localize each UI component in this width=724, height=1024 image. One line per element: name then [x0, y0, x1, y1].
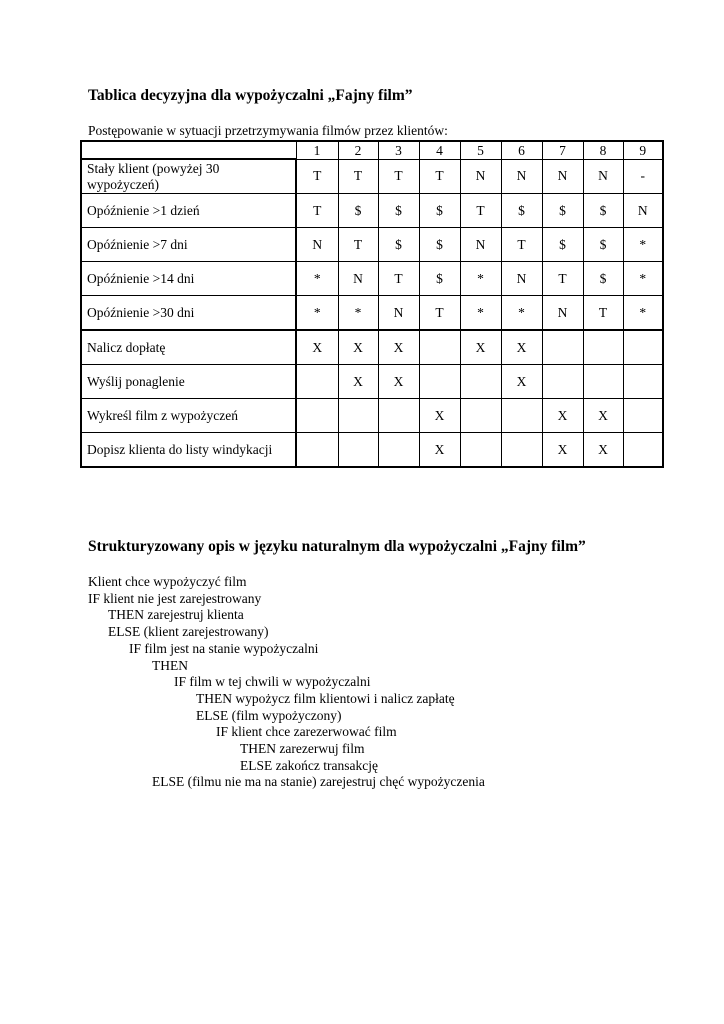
action-mark-cell	[542, 365, 583, 399]
condition-value-cell: N	[623, 194, 663, 228]
action-mark-cell	[623, 433, 663, 468]
description-line: IF film jest na stanie wypożyczalni	[129, 640, 319, 656]
rule-number-cell: 1	[296, 141, 338, 159]
condition-value-cell: $	[378, 194, 419, 228]
action-mark-cell	[460, 399, 501, 433]
action-mark-cell	[623, 330, 663, 365]
condition-value-cell: T	[419, 296, 460, 331]
condition-value-cell: T	[338, 228, 378, 262]
action-mark-cell	[419, 365, 460, 399]
action-row	[81, 365, 663, 399]
description-line: THEN	[152, 657, 188, 673]
rule-number-cell: 6	[501, 141, 542, 159]
action-row	[81, 330, 663, 365]
action-mark-cell: X	[378, 365, 419, 399]
action-mark-cell	[338, 433, 378, 468]
condition-value-cell: $	[419, 262, 460, 296]
action-row	[81, 399, 663, 433]
condition-value-cell: T	[419, 159, 460, 194]
condition-value-cell: N	[378, 296, 419, 331]
condition-value-cell: $	[542, 194, 583, 228]
condition-value-cell: $	[501, 194, 542, 228]
action-mark-cell: X	[501, 330, 542, 365]
action-mark-cell	[501, 399, 542, 433]
condition-value-cell: N	[501, 159, 542, 194]
condition-value-cell: *	[623, 296, 663, 331]
action-mark-cell: X	[542, 433, 583, 468]
condition-value-cell: T	[378, 159, 419, 194]
condition-value-cell: *	[501, 296, 542, 331]
condition-value-cell: T	[501, 228, 542, 262]
condition-value-cell: N	[542, 296, 583, 331]
decision-table-title: Tablica decyzyjna dla wypożyczalni „Fajny film”	[88, 87, 413, 104]
action-mark-cell	[378, 399, 419, 433]
condition-label: Opóźnienie >7 dni	[81, 228, 296, 262]
action-mark-cell: X	[460, 330, 501, 365]
header-blank-cell	[81, 141, 296, 159]
condition-label: Opóźnienie >30 dni	[81, 296, 296, 331]
condition-row	[81, 262, 663, 296]
condition-value-cell: *	[296, 296, 338, 331]
action-mark-cell	[296, 365, 338, 399]
decision-table-intro: Postępowanie w sytuacji przetrzymywania filmów przez klientów:	[88, 123, 448, 138]
decision-table	[80, 140, 664, 468]
condition-value-cell: *	[296, 262, 338, 296]
condition-row	[81, 296, 663, 331]
action-mark-cell	[460, 365, 501, 399]
rule-number-cell: 7	[542, 141, 583, 159]
description-line: ELSE (film wypożyczony)	[196, 707, 342, 723]
rule-number-cell: 4	[419, 141, 460, 159]
condition-value-cell: N	[338, 262, 378, 296]
action-mark-cell	[296, 433, 338, 468]
description-line: ELSE (filmu nie ma na stanie) zarejestruj chęć wypożyczenia	[152, 774, 485, 790]
condition-value-cell: $	[583, 194, 623, 228]
condition-row	[81, 159, 663, 194]
condition-value-cell: $	[338, 194, 378, 228]
condition-value-cell: $	[583, 262, 623, 296]
action-mark-cell: X	[338, 330, 378, 365]
action-mark-cell	[583, 365, 623, 399]
structured-description	[88, 574, 485, 791]
condition-value-cell: N	[501, 262, 542, 296]
action-mark-cell	[378, 433, 419, 468]
condition-row	[81, 194, 663, 228]
condition-value-cell: *	[460, 296, 501, 331]
condition-value-cell: *	[623, 262, 663, 296]
action-mark-cell: X	[338, 365, 378, 399]
action-row	[81, 433, 663, 468]
action-mark-cell	[296, 399, 338, 433]
description-line: THEN zarejestruj klienta	[108, 607, 244, 623]
condition-value-cell: $	[419, 194, 460, 228]
condition-value-cell: T	[542, 262, 583, 296]
action-mark-cell: X	[542, 399, 583, 433]
action-mark-cell	[501, 433, 542, 468]
action-mark-cell: X	[583, 433, 623, 468]
condition-label: Opóźnienie >1 dzień	[81, 194, 296, 228]
condition-value-cell: N	[583, 159, 623, 194]
rule-number-cell: 9	[623, 141, 663, 159]
rule-number-cell: 2	[338, 141, 378, 159]
condition-value-cell: N	[460, 228, 501, 262]
condition-value-cell: T	[378, 262, 419, 296]
condition-value-cell: *	[338, 296, 378, 331]
action-label: Wyślij ponaglenie	[81, 365, 296, 399]
condition-value-cell: T	[583, 296, 623, 331]
action-label: Dopisz klienta do listy windykacji	[81, 433, 296, 468]
condition-value-cell: T	[296, 159, 338, 194]
description-line: IF film w tej chwili w wypożyczalni	[174, 674, 371, 690]
condition-value-cell: $	[378, 228, 419, 262]
rule-number-cell: 5	[460, 141, 501, 159]
condition-value-cell: $	[542, 228, 583, 262]
structured-description-title: Strukturyzowany opis w języku naturalnym dla wypożyczalni „Fajny film”	[88, 538, 586, 555]
rule-number-cell: 8	[583, 141, 623, 159]
action-mark-cell: X	[419, 399, 460, 433]
action-mark-cell	[338, 399, 378, 433]
condition-label: Opóźnienie >14 dni	[81, 262, 296, 296]
action-label: Wykreśl film z wypożyczeń	[81, 399, 296, 433]
table-header-row	[81, 141, 663, 159]
description-line: THEN zarezerwuj film	[240, 741, 365, 757]
condition-value-cell: -	[623, 159, 663, 194]
action-mark-cell	[623, 365, 663, 399]
condition-value-cell: N	[460, 159, 501, 194]
action-mark-cell: X	[419, 433, 460, 468]
action-mark-cell: X	[296, 330, 338, 365]
condition-value-cell: $	[419, 228, 460, 262]
action-mark-cell	[542, 330, 583, 365]
action-mark-cell: X	[501, 365, 542, 399]
description-line: IF klient nie jest zarejestrowany	[88, 590, 262, 606]
condition-value-cell: *	[623, 228, 663, 262]
condition-value-cell: $	[583, 228, 623, 262]
action-mark-cell: X	[583, 399, 623, 433]
description-line: ELSE zakończ transakcję	[240, 757, 378, 773]
action-mark-cell	[419, 330, 460, 365]
condition-value-cell: N	[296, 228, 338, 262]
condition-value-cell: T	[460, 194, 501, 228]
condition-value-cell: T	[338, 159, 378, 194]
action-mark-cell	[460, 433, 501, 468]
description-line: THEN wypożycz film klientowi i nalicz zapłatę	[196, 690, 455, 706]
condition-value-cell: T	[296, 194, 338, 228]
action-mark-cell: X	[378, 330, 419, 365]
condition-row	[81, 228, 663, 262]
description-line: Klient chce wypożyczyć film	[88, 574, 247, 589]
action-label: Nalicz dopłatę	[81, 330, 296, 365]
rule-number-cell: 3	[378, 141, 419, 159]
action-mark-cell	[623, 399, 663, 433]
condition-label: Stały klient (powyżej 30 wypożyczeń)	[81, 159, 296, 194]
description-line: ELSE (klient zarejestrowany)	[108, 624, 269, 640]
condition-value-cell: N	[542, 159, 583, 194]
description-line: IF klient chce zarezerwować film	[216, 724, 397, 740]
condition-value-cell: *	[460, 262, 501, 296]
action-mark-cell	[583, 330, 623, 365]
